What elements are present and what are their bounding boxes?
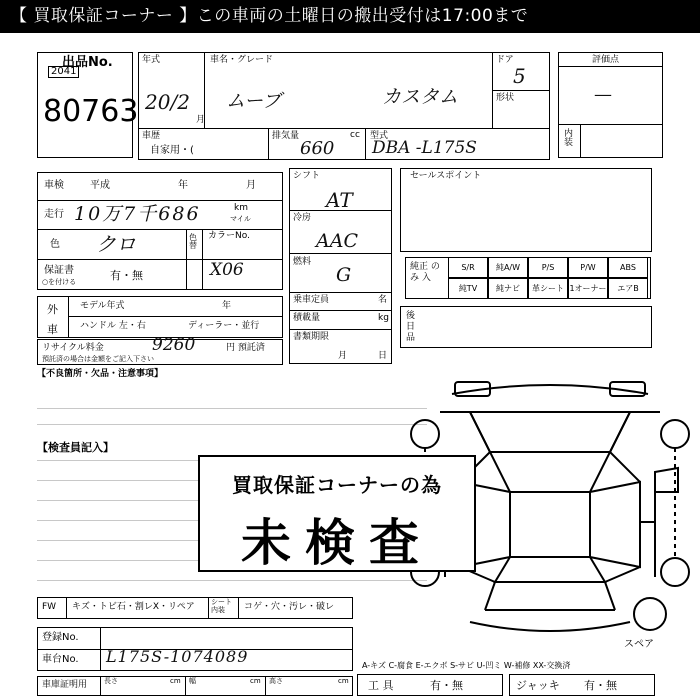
length-label: 長さ <box>104 677 118 685</box>
mileage-value: 10万7千686 <box>74 203 201 225</box>
ac-label: 冷房 <box>293 213 312 223</box>
shift-label: シフト <box>293 171 321 181</box>
inspection-label: 車検 <box>44 180 64 191</box>
height-label: 高さ <box>269 677 283 685</box>
option-cell: S/R <box>448 257 488 278</box>
recycle-note: 預託済の場合は金額をご記入下さい <box>42 355 154 363</box>
seat-label: シート内装 <box>211 598 232 614</box>
tools-label: 工 具 <box>368 679 394 692</box>
model-label: 型式 <box>370 131 389 141</box>
history-value: 自家用・( <box>150 145 194 156</box>
warranty-sub: ○を付ける <box>42 278 77 286</box>
color-change-label: 色替 <box>189 233 197 250</box>
doc-day: 日 <box>378 351 388 361</box>
option-cell: エアB <box>608 278 648 299</box>
color-no-label: カラーNo. <box>208 231 250 241</box>
chassis-value: L175S-1074089 <box>106 647 249 666</box>
damage-legend: A-キズ C-腐食 E-エクボ S-サビ U-凹ミ W-補修 XX-交換済 <box>362 661 571 670</box>
door-value: 5 <box>513 64 526 88</box>
width-cm: cm <box>250 677 261 685</box>
height-cm: cm <box>338 677 349 685</box>
doc-label: 書類期限 <box>293 332 330 342</box>
history-label: 車歴 <box>142 131 161 141</box>
recycle-label: リサイクル料金 <box>42 343 104 353</box>
option-cell: P/W <box>568 257 608 278</box>
seat-text: コゲ・穴・汚レ・破レ <box>244 602 335 612</box>
warranty-label: 保証書 <box>44 265 74 276</box>
foreign-box <box>37 296 283 338</box>
handle-label: ハンドル 左・右 <box>80 321 146 331</box>
recycle-unit: 円 預託済 <box>226 343 265 353</box>
cert-label: 車庫証明用 <box>42 680 88 690</box>
name-label: 車名・グレード <box>210 55 274 65</box>
option-cell: 革シート <box>528 278 568 299</box>
main-info-box <box>138 52 550 160</box>
foreign-label: 外車 <box>47 303 58 336</box>
reg-label: 登録No. <box>42 632 79 643</box>
cc-label: cc <box>350 130 360 140</box>
option-cell: 純A/W <box>488 257 528 278</box>
color-no-value: X06 <box>210 260 244 280</box>
color-value: クロ <box>96 232 136 256</box>
rating-value: — <box>594 84 612 105</box>
model-year-unit: 年 <box>222 301 232 311</box>
spare-label: スペア <box>624 639 654 650</box>
width-label: 幅 <box>189 677 196 685</box>
displacement-label: 排気量 <box>272 131 300 141</box>
recycle-value: 9260 <box>152 335 196 355</box>
dealer-label: ディーラー・並行 <box>188 321 260 331</box>
length-cm: cm <box>170 677 181 685</box>
fuel-value: G <box>336 264 352 286</box>
option-cell: P/S <box>528 257 568 278</box>
door-label: ドア <box>496 55 514 65</box>
load-label: 積載量 <box>293 313 321 323</box>
model-year-label: モデル年式 <box>80 301 125 311</box>
banner: 【 買取保証コーナー 】この車両の土曜日の搬出受付は17:00まで <box>0 0 700 33</box>
shape-label: 形状 <box>496 93 515 103</box>
color-label: 色 <box>50 239 60 250</box>
heisei-label: 平成 <box>90 180 110 191</box>
year-label: 年式 <box>142 55 161 65</box>
not-inspected-stamp <box>198 455 476 572</box>
warranty-options: 有・無 <box>110 269 143 282</box>
model-value: DBA -L175S <box>372 138 477 158</box>
fuel-label: 燃料 <box>293 257 312 267</box>
fw-label: FW <box>42 602 57 612</box>
jack-options: 有・無 <box>584 679 617 692</box>
km-unit: km <box>234 203 248 213</box>
sales-label: セールスポイント <box>410 171 482 181</box>
jack-label: ジャッキ <box>516 679 560 692</box>
stamp-line-1: 買取保証コーナーの為 <box>232 473 442 497</box>
option-cell: ABS <box>608 257 648 278</box>
stamp-line-2: 未検査 <box>241 514 433 572</box>
option-cell: 純TV <box>448 278 488 299</box>
aftermarket-label: 後日品 <box>406 311 416 343</box>
car-name: ムーブ <box>226 90 282 112</box>
inspector-label: 【検査員記入】 <box>37 441 114 454</box>
mileage-label: 走行 <box>44 209 64 220</box>
lot-sub: 2041 <box>48 66 79 78</box>
defects-label: 【不良箇所・欠品・注意事項】 <box>37 369 164 379</box>
tools-options: 有・無 <box>430 679 463 692</box>
year-unit: 年 <box>178 180 188 191</box>
load-unit: kg <box>378 313 389 323</box>
capacity-label: 乗車定員 <box>293 295 330 305</box>
interior-label: 内装 <box>564 129 574 148</box>
option-cell: 純ナビ <box>488 278 528 299</box>
lot-number: 80763 <box>43 94 139 129</box>
option-cell: 1オーナー <box>568 278 608 299</box>
shift-value: AT <box>326 188 353 212</box>
year-value: 20/2 <box>145 90 190 114</box>
aftermarket-box <box>400 306 652 348</box>
ac-value: AAC <box>316 230 358 252</box>
chassis-label: 車台No. <box>42 654 79 665</box>
month-suffix: 月 <box>196 115 206 125</box>
doc-month: 月 <box>338 351 348 361</box>
grade: カスタム <box>382 86 459 108</box>
fw-text: キズ・トビ石・割レX・リペア <box>72 602 195 612</box>
rating-label: 評価点 <box>592 55 620 65</box>
lot-label: 出品No. <box>62 55 113 70</box>
displacement-value: 660 <box>300 138 335 159</box>
mile-unit: マイル <box>230 215 251 223</box>
month-unit: 月 <box>246 180 256 191</box>
capacity-unit: 名 <box>378 295 388 305</box>
genuine-label: 純正 のみ 入 <box>410 262 440 283</box>
